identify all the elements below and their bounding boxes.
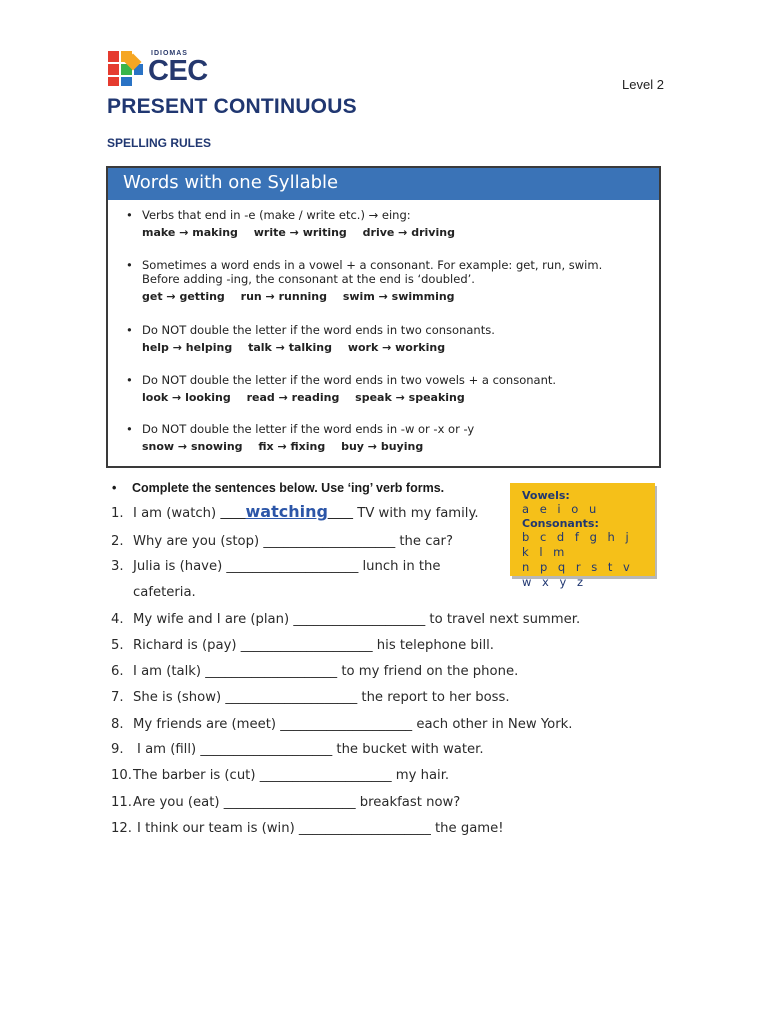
page-title: PRESENT CONTINUOUS [107,95,357,118]
question-text-end: TV with my family. [353,506,479,521]
question-text-end: the car? [395,534,453,549]
answer-blank[interactable]: ____________________ [200,742,333,757]
question-text-end: the report to her boss. [357,690,510,705]
rule-text: Verbs that end in -e (make / write etc.) → eing: [142,208,411,222]
answer-blank[interactable]: ____________________ [205,664,338,679]
exercise-question-3-cont [133,585,196,600]
answer-blank[interactable]: ____________________ [280,717,413,732]
question-number: 5. [111,638,124,653]
example-item: work → working [347,341,446,354]
bullet-icon: • [126,208,133,222]
exercise-question-6 [111,664,518,679]
example-item: look → looking [142,391,231,404]
rule-item [126,208,467,240]
answer-blank[interactable]: ____________________ [293,612,426,627]
rule-item [126,373,557,405]
question-text-end: the bucket with water. [332,742,484,757]
question-text: She is (show) [133,690,226,705]
rule-text: Do NOT double the letter if the word ends in two consonants. [142,323,495,337]
page-subtitle: SPELLING RULES [107,136,212,150]
exercise-question-7 [111,690,510,705]
example-item: get → getting [142,290,225,303]
question-text: Why are you (stop) [133,534,264,549]
rule-examples [142,290,602,304]
question-number: 10. [111,768,132,783]
rule-text: Sometimes a word ends in a vowel + a consonant. For example: get, run, swim. [142,258,603,272]
answer-value: watching [245,502,328,521]
example-item: talk → talking [248,341,332,354]
question-text-end: each other in New York. [412,717,573,732]
question-text: Julia is (have) [133,559,227,574]
example-item: buy → buying [341,440,424,453]
vowels-consonants-box [510,483,655,589]
instruction-text: Complete the sentences below. Use ‘ing’ verb forms. [132,481,445,495]
question-number: 9. [111,742,124,757]
answer-blank[interactable]: ____________________ [225,690,358,705]
question-text: The barber is (cut) [133,768,260,783]
answer-blank[interactable]: ____________________ [240,638,373,653]
exercise-question-1 [111,502,479,521]
bullet-icon: • [126,373,133,387]
question-text: cafeteria. [133,585,196,600]
example-item: read → reading [246,391,340,404]
question-number: 6. [111,664,124,679]
bullet-icon: • [112,481,117,495]
question-text-end: the game! [430,821,504,836]
exercise-question-11 [111,795,460,810]
question-number: 4. [111,612,124,627]
example-item: speak → speaking [355,391,465,404]
answer-blank[interactable]: ____________________ [298,821,431,836]
consonants-list-line1: b c d f g h j k l m [522,530,633,559]
answer-blank[interactable]: ____________________ [263,534,396,549]
exercise-question-4 [111,612,580,627]
exercise-question-12 [111,821,504,836]
consonants-label: Consonants: [522,517,599,530]
answer-blank[interactable]: ____________________ [259,768,392,783]
exercise-instruction [112,481,444,495]
question-text: My friends are (meet) [133,717,281,732]
question-number: 8. [111,717,124,732]
example-item: snow → snowing [142,440,243,453]
question-text-end: breakfast now? [355,795,461,810]
spelling-rules-box [106,166,661,468]
example-item: make → making [142,226,238,239]
example-item: run → running [240,290,327,303]
answer-blank[interactable]: ____________________ [223,795,356,810]
rule-examples [142,440,474,454]
question-text-end: to my friend on the phone. [337,664,519,679]
question-text: I am (watch) [133,506,221,521]
exercise-question-3 [111,559,441,574]
question-number: 2. [111,534,124,549]
question-number: 7. [111,690,124,705]
cec-logo [107,50,217,90]
example-item: write → writing [253,226,347,239]
rule-examples [142,226,467,240]
exercise-question-9 [111,742,484,757]
exercise-question-5 [111,638,494,653]
example-item: drive → driving [362,226,455,239]
example-item: help → helping [142,341,233,354]
rules-box-heading: Words with one Syllable [108,168,659,200]
exercise-question-10 [111,768,449,783]
rule-item [126,258,603,304]
rule-examples [142,341,495,355]
bullet-icon: • [126,258,133,272]
vowels-list: a e i o u [522,502,600,516]
exercise-question-2 [111,534,453,549]
rule-item [126,422,475,454]
vowels-label: Vowels: [522,489,570,502]
rule-item [126,323,495,355]
question-text: Richard is (pay) [133,638,241,653]
bullet-icon: • [126,422,133,436]
answer-field[interactable] [220,502,353,521]
question-text-end: his telephone bill. [372,638,494,653]
logo-subtitle: IDIOMAS [151,50,188,57]
question-number: 12. [111,821,132,836]
question-text: Are you (eat) [133,795,224,810]
example-item: fix → fixing [258,440,326,453]
question-text-end: to travel next summer. [425,612,581,627]
exercise-question-8 [111,717,572,732]
level-label: Level 2 [622,77,664,92]
logo-mark-icon [107,50,145,88]
question-text: I think our team is (win) [137,821,299,836]
rule-text-line2: Before adding -ing, the consonant at the end is ‘doubled’. [142,272,475,286]
rule-examples [142,391,556,405]
question-text: I am (talk) [133,664,206,679]
question-number: 3. [111,559,124,574]
rule-text: Do NOT double the letter if the word ends in -w or -x or -y [142,422,475,436]
question-text-end: my hair. [391,768,450,783]
consonants-list-line2: n p q r s t v w x y z [522,560,634,589]
logo-wordmark: CEC [148,55,208,87]
question-number: 11. [111,795,132,810]
bullet-icon: • [126,323,133,337]
question-number: 1. [111,506,124,521]
question-text: My wife and I are (plan) [133,612,294,627]
question-text-end: lunch in the [358,559,441,574]
question-text: I am (fill) [137,742,201,757]
rule-text: Do NOT double the letter if the word ends in two vowels + a consonant. [142,373,557,387]
answer-blank[interactable]: ____________________ [226,559,359,574]
example-item: swim → swimming [342,290,455,303]
